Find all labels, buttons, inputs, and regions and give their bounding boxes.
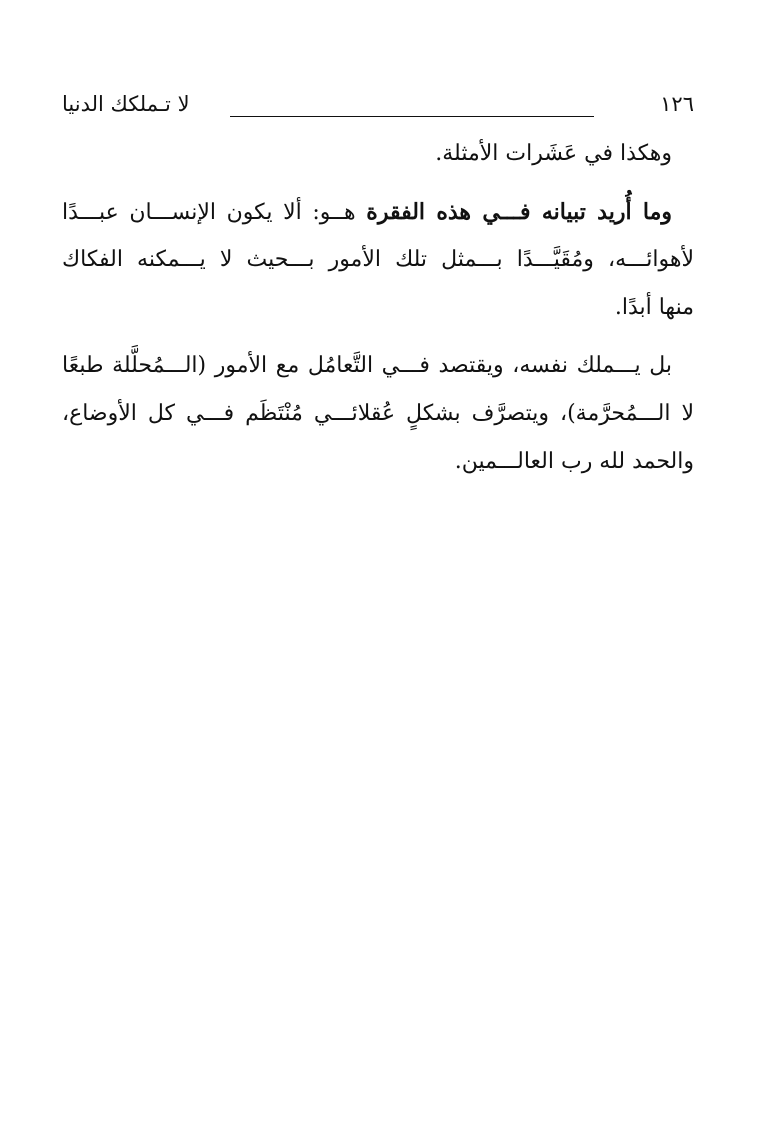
page-body [62,130,694,486]
text-line: والحمد لله رب العالـــمين. [454,449,694,474]
paragraph-2 [62,188,694,332]
bold-phrase: وما أُريد تبيانه فـــي هذه الفقرة [366,199,672,225]
text-line: لأهوائـــه، ومُقَيَّـــدًا بـــمثل تلك الأمور بـــحيث لا يـــمكنه الفكاك [62,247,694,272]
page-header [62,88,694,122]
paragraph-3 [62,342,694,486]
text-line: وهكذا في عَشَرات الأمثلة. [435,141,672,166]
text-line: منها أبدًا. [614,295,694,320]
line-text: هــو: ألا يكون الإنســـان عبـــدًا [62,200,367,225]
header-rule [230,116,594,117]
text-line: بل يـــملك نفسه، ويقتصد فـــي التَّعامُل مع الأمور (الـــمُحلَّلة طبعًا [62,353,672,378]
running-title: لا تـملكك الدنيا [62,92,190,116]
page-number: ١٢٦ [660,92,694,116]
paragraph-1 [62,130,694,178]
text-line: لا الـــمُحرَّمة)، ويتصرَّف بشكلٍ عُقلائـــي مُنْتَظَم فـــي كل الأوضاع، [62,401,694,426]
text-line [62,188,694,236]
